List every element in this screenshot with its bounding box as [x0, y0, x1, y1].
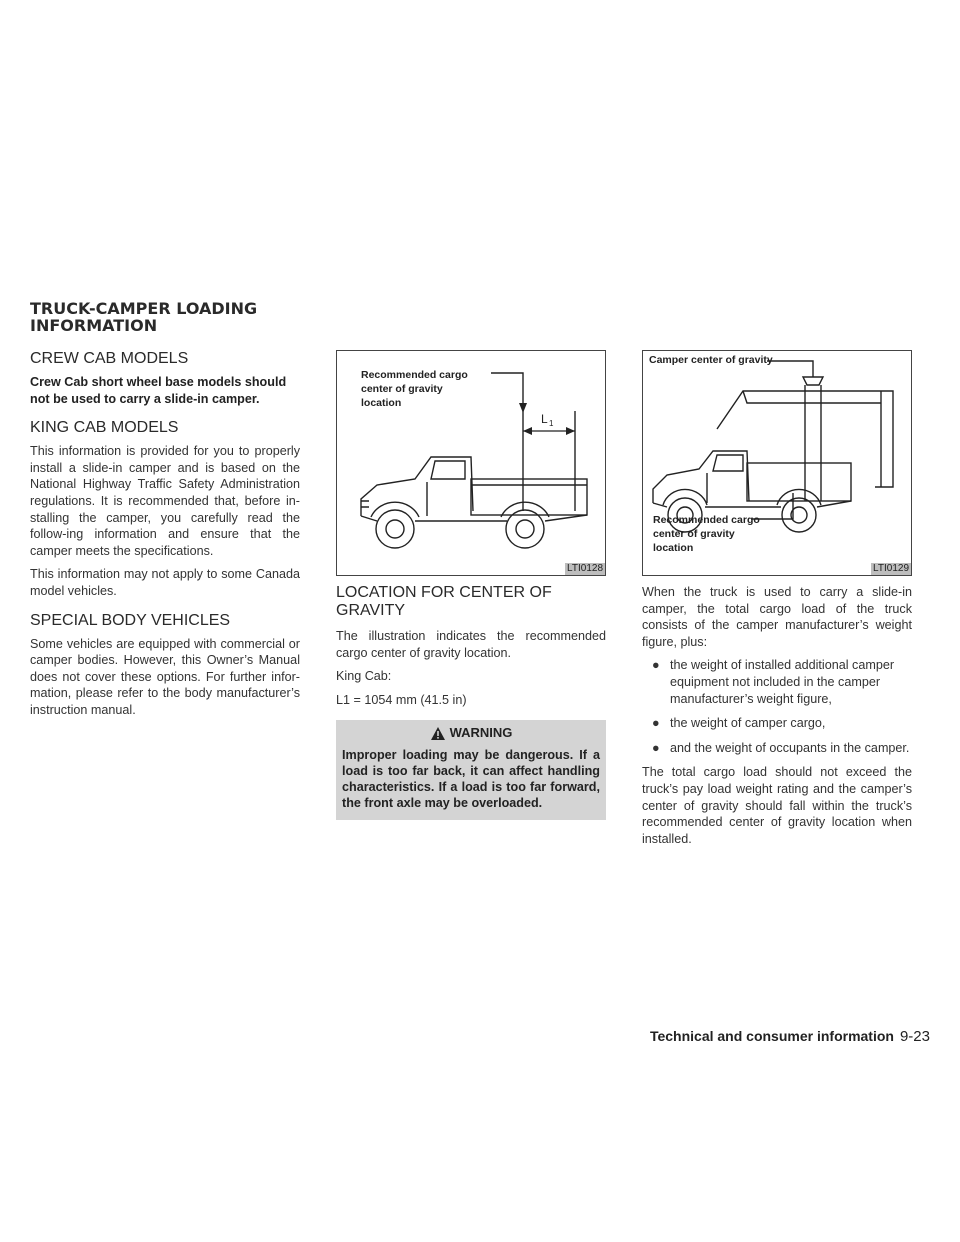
- cargo-bullet-list: [642, 657, 912, 756]
- section-title-line-1: TRUCK-CAMPER LOADING: [30, 299, 258, 318]
- figure-camper-center-of-gravity: [642, 350, 912, 576]
- warning-icon: [430, 726, 446, 741]
- warning-title: WARNING: [449, 725, 513, 741]
- bullet-item: [642, 740, 912, 757]
- column-2: [336, 350, 606, 820]
- fig1-label-line-1: Recommended cargo: [361, 369, 468, 381]
- column-3: [642, 350, 912, 854]
- warning-header: [342, 724, 600, 742]
- fig2-bottom-line-1: Recommended cargo: [653, 514, 760, 526]
- fig2-bottom-line-3: location: [653, 542, 694, 554]
- page-footer: [650, 1028, 930, 1045]
- total-cargo-paragraph: When the truck is used to carry a slide-in camper, the total cargo load of the truck consists of the camper manufacturer’s weight figure, plus:: [642, 585, 912, 649]
- section-title: [30, 300, 360, 334]
- payload-paragraph: The total cargo load should not exceed the truck’s pay load weight rating and the camper’s center of gravity should fall within the truck’s recommended center of gravity location when installed.: [642, 765, 912, 846]
- king-cab-paragraph-1: This information is provided for you to properly install a slide-in camper and is based on the National Highway Traffic Safety Administration regulations. It is recommended that, before in-stalling the camper, you carefully read the follow-ing information and ensure that the camper meets the specifications.: [30, 444, 300, 558]
- fig1-l1-label: L: [541, 412, 548, 426]
- bullet-text: the weight of installed additional camper equipment not included in the camper manufacturer’s weight figure,: [670, 658, 895, 706]
- fig1-label-line-3: location: [361, 397, 402, 409]
- center-of-gravity-paragraph: The illustration indicates the recommended cargo center of gravity location.: [336, 629, 606, 660]
- crew-cab-text: Crew Cab short wheel base models should not be used to carry a slide-in camper.: [30, 375, 287, 406]
- column-1: [30, 350, 300, 726]
- bullet-text: and the weight of occupants in the camper.: [670, 740, 910, 755]
- bullet-dot-icon: ●: [652, 658, 660, 673]
- king-cab-heading: KING CAB MODELS: [30, 419, 179, 437]
- figure-cargo-center-of-gravity: [336, 350, 606, 576]
- warning-text: Improper loading may be dangerous. If a load is too far back, it can affect handling characteristics. If a load is too far forward, the front axle may be overloaded.: [342, 748, 600, 810]
- center-of-gravity-heading: LOCATION FOR CENTER OF GRAVITY: [336, 584, 552, 619]
- bullet-dot-icon: ●: [652, 716, 660, 731]
- footer-page-number: 9-23: [899, 1028, 930, 1045]
- figure-code: LTI0129: [873, 563, 909, 574]
- section-title-line-2: INFORMATION: [30, 316, 158, 335]
- warning-box: [336, 720, 606, 819]
- l1-value: L1 = 1054 mm (41.5 in): [336, 692, 467, 707]
- bullet-text: the weight of camper cargo,: [670, 716, 826, 731]
- bullet-item: [642, 657, 912, 707]
- figure-code: LTI0128: [567, 563, 603, 574]
- bullet-item: [642, 715, 912, 732]
- footer-chapter-title: Technical and consumer information: [649, 1028, 894, 1044]
- fig1-label-line-2: center of gravity: [361, 383, 443, 395]
- special-body-heading: SPECIAL BODY VEHICLES: [30, 611, 231, 629]
- truck-illustration: [337, 351, 607, 577]
- king-cab-label: King Cab:: [336, 669, 392, 684]
- fig2-bottom-line-2: center of gravity: [653, 528, 735, 540]
- crew-cab-heading: CREW CAB MODELS: [30, 350, 189, 367]
- bullet-dot-icon: ●: [652, 740, 660, 755]
- special-body-paragraph: Some vehicles are equipped with commercial or camper bodies. However, this Owner’s Manual does not cover these options. For further infor-mation, please refer to the body manufacturer’s instruction manual.: [30, 636, 300, 717]
- fig1-l1-subscript: 1: [549, 419, 554, 428]
- fig2-top-label: Camper center of gravity: [649, 354, 773, 366]
- truck-camper-illustration: [643, 351, 913, 577]
- king-cab-paragraph-2: This information may not apply to some Canada model vehicles.: [30, 567, 300, 598]
